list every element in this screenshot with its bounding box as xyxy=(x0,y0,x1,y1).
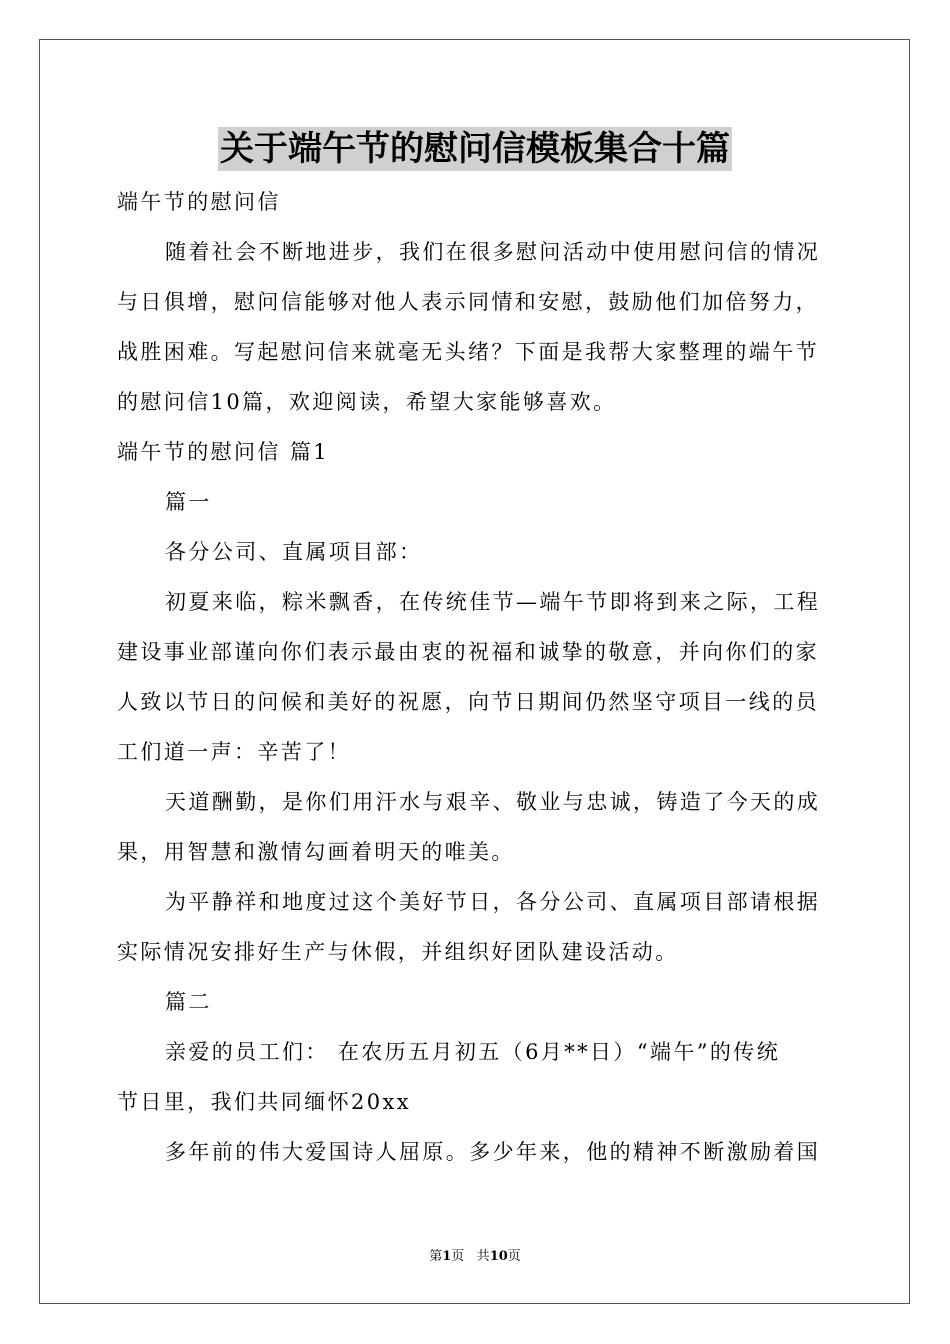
footer-page-suffix: 页 xyxy=(451,1249,465,1264)
text-line: 亲爱的员工们： 在农历五月初五（6月**日）“端午”的传统 xyxy=(165,1040,781,1064)
text-line: 果，用智慧和激情勾画着明天的唯美。 xyxy=(117,840,515,864)
text-line: 篇一 xyxy=(165,490,212,514)
footer-total-prefix: 共 xyxy=(476,1249,490,1264)
text-line: 为平静祥和地度过这个美好节日，各分公司、直属项目部请根据 xyxy=(165,890,821,914)
footer-total-pages: 10 xyxy=(489,1249,508,1264)
footer-page-number: 1 xyxy=(442,1249,452,1264)
text-line: 工们道一声：辛苦了！ xyxy=(117,740,351,764)
text-line: 多年前的伟大爱国诗人屈原。多少年来，他的精神不断激励着国 xyxy=(165,1140,821,1164)
text-line: 实际情况安排好生产与休假，并组织好团队建设活动。 xyxy=(117,940,679,964)
text-line: 的慰问信10篇，欢迎阅读，希望大家能够喜欢。 xyxy=(117,390,617,414)
text-line: 战胜困难。写起慰问信来就毫无头绪？下面是我帮大家整理的端午节 xyxy=(117,340,819,364)
document-title: 关于端午节的慰问信模板集合十篇 xyxy=(220,129,730,169)
document-body xyxy=(117,177,837,1177)
text-line: 节日里，我们共同缅怀20xx xyxy=(117,1090,412,1114)
text-line: 建设事业部谨向你们表示最由衷的祝福和诚挚的敬意，并向你们的家 xyxy=(117,640,819,664)
text-line: 各分公司、直属项目部： xyxy=(165,540,423,564)
text-line: 随着社会不断地进步，我们在很多慰问活动中使用慰问信的情况 xyxy=(165,240,821,264)
footer-page-prefix: 第 xyxy=(429,1249,443,1264)
text-line: 端午节的慰问信 xyxy=(117,190,281,214)
text-line: 端午节的慰问信 篇1 xyxy=(117,440,330,464)
text-line: 天道酬勤，是你们用汗水与艰辛、敬业与忠诚，铸造了今天的成 xyxy=(165,790,821,814)
footer-total-suffix: 页 xyxy=(507,1249,521,1264)
text-line: 人致以节日的问候和美好的祝愿，向节日期间仍然坚守项目一线的员 xyxy=(117,690,819,714)
text-line: 初夏来临，粽米飘香，在传统佳节—端午节即将到来之际，工程 xyxy=(165,590,821,614)
text-line: 与日俱增，慰问信能够对他人表示同情和安慰，鼓励他们加倍努力， xyxy=(117,290,819,314)
page-footer xyxy=(0,1248,950,1266)
text-line: 篇二 xyxy=(165,990,212,1014)
title-container xyxy=(0,127,950,171)
